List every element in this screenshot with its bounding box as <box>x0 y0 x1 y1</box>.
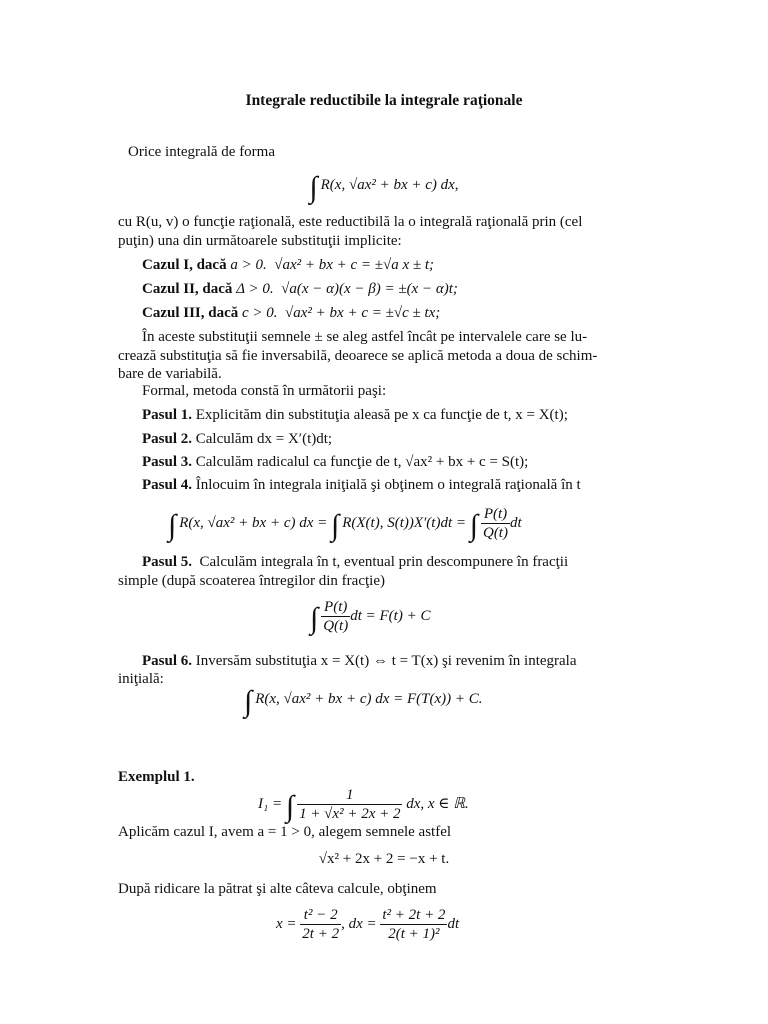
note-line: Formal, metoda constă în următorii paşi: <box>142 383 387 399</box>
intro-formula: ∫ R(x, √ax² + bx + c) dx, <box>309 171 459 204</box>
formula-step-6: ∫ R(x, √ax² + bx + c) dx = F(T(x)) + C. <box>244 685 483 718</box>
step-1: Pasul 1. Explicităm din substituţia aleasă pe x ca funcţie de t, x = X(t); <box>142 407 568 423</box>
integral-sign-icon: ∫ <box>285 789 295 823</box>
example-line: După ridicare la pătrat şi alte câteva calcule, obţinem <box>118 881 437 897</box>
fraction: $\frac{P(t)}{Q(t)}$ <box>482 506 508 541</box>
fraction: $\frac{\text{t² − 2}}{2t + 2}$ <box>302 907 340 942</box>
formula-step-4: ∫ R(x, √ax² + bx + c) dx = ∫ R(X(t), S(t))X′(t)dt = ∫ $\frac{P(t)}{Q(t)}$ dt <box>168 506 522 542</box>
integral-sign-icon: ∫ <box>168 508 177 542</box>
fraction: $\frac{P(t)}{Q(t)}$ <box>323 599 349 634</box>
integral-sign-icon: ∫ <box>310 601 319 635</box>
step-4: Pasul 4. Înlocuim în integrala iniţială şi obţinem o integrală raţională în t <box>142 477 581 493</box>
integral-sign-icon: ∫ <box>469 508 478 542</box>
integral-sign-icon: ∫ <box>309 171 318 204</box>
case-3: Cazul III, dacă c > 0. √ax² + bx + c = ±√c ± tx; <box>142 305 441 321</box>
step-5-line: simple (după scoaterea întregilor din fracţie) <box>118 573 385 589</box>
example-title: Exemplul 1. <box>118 769 195 785</box>
intro-line: Orice integrală de forma <box>128 144 276 160</box>
page-title: Integrale reductibile la integrale raţionale <box>245 92 523 109</box>
step-5: Pasul 5. Calculăm integrala în t, eventual prin descompunere în fracţii <box>142 554 569 570</box>
step-6-line: iniţială: <box>118 671 164 687</box>
integral-sign-icon: ∫ <box>331 508 340 542</box>
case-1: Cazul I, dacă a > 0. √ax² + bx + c = ±√a x ± t; <box>142 257 435 273</box>
case-2: Cazul II, dacă Δ > 0. √a(x − α)(x − β) = ±(x − α)t; <box>142 281 458 297</box>
step-3: Pasul 3. Calculăm radicalul ca funcţie de t, √ax² + bx + c = S(t); <box>142 454 529 470</box>
fraction: $\frac{1}{\text{1 + √x² + 2x + 2}}$ <box>299 787 401 822</box>
fraction: $\frac{\text{t² + 2t + 2}}{\text{2(t + 1)²}}$ <box>382 907 446 942</box>
step-6: Pasul 6. Inversăm substituţia x = X(t) ⇔ t = T(x) şi revenim în integrala <box>142 653 577 669</box>
example-line: Aplicăm cazul I, avem a = 1 > 0, alegem semnele astfel <box>118 824 452 840</box>
note-line: bare de variabilă. <box>118 366 222 382</box>
intro-line: puţin) una din următoarele substituţii implicite: <box>118 233 402 249</box>
note-line: crează substituţia să fie inversabilă, deoarece se aplică metoda a doua de schim- <box>118 348 598 364</box>
formula-step-5: ∫ $\frac{P(t)}{Q(t)}$ dt = F(t) + C <box>310 599 431 635</box>
step-2: Pasul 2. Calculăm dx = X′(t)dt; <box>142 431 333 447</box>
example-substitution: x = $\frac{\text{t² − 2}}{2t + 2}$ , dx = $\frac{\text{t² + 2t + 2}}{\text{2(t + 1)²}}$ dt <box>276 907 460 942</box>
note-line: În aceste substituţii semnele ± se aleg astfel încât pe intervalele care se lu- <box>142 329 588 345</box>
example-formula: I₁ = ∫ $\frac{1}{\text{1 + √x² + 2x + 2}}$ dx, x ∈ ℝ. <box>258 787 469 823</box>
integral-sign-icon: ∫ <box>244 685 253 718</box>
intro-line: cu R(u, v) o funcţie raţională, este reductibilă la o integrală raţională prin (cel <box>118 214 583 230</box>
example-equation: √x² + 2x + 2 = −x + t. <box>318 851 450 867</box>
